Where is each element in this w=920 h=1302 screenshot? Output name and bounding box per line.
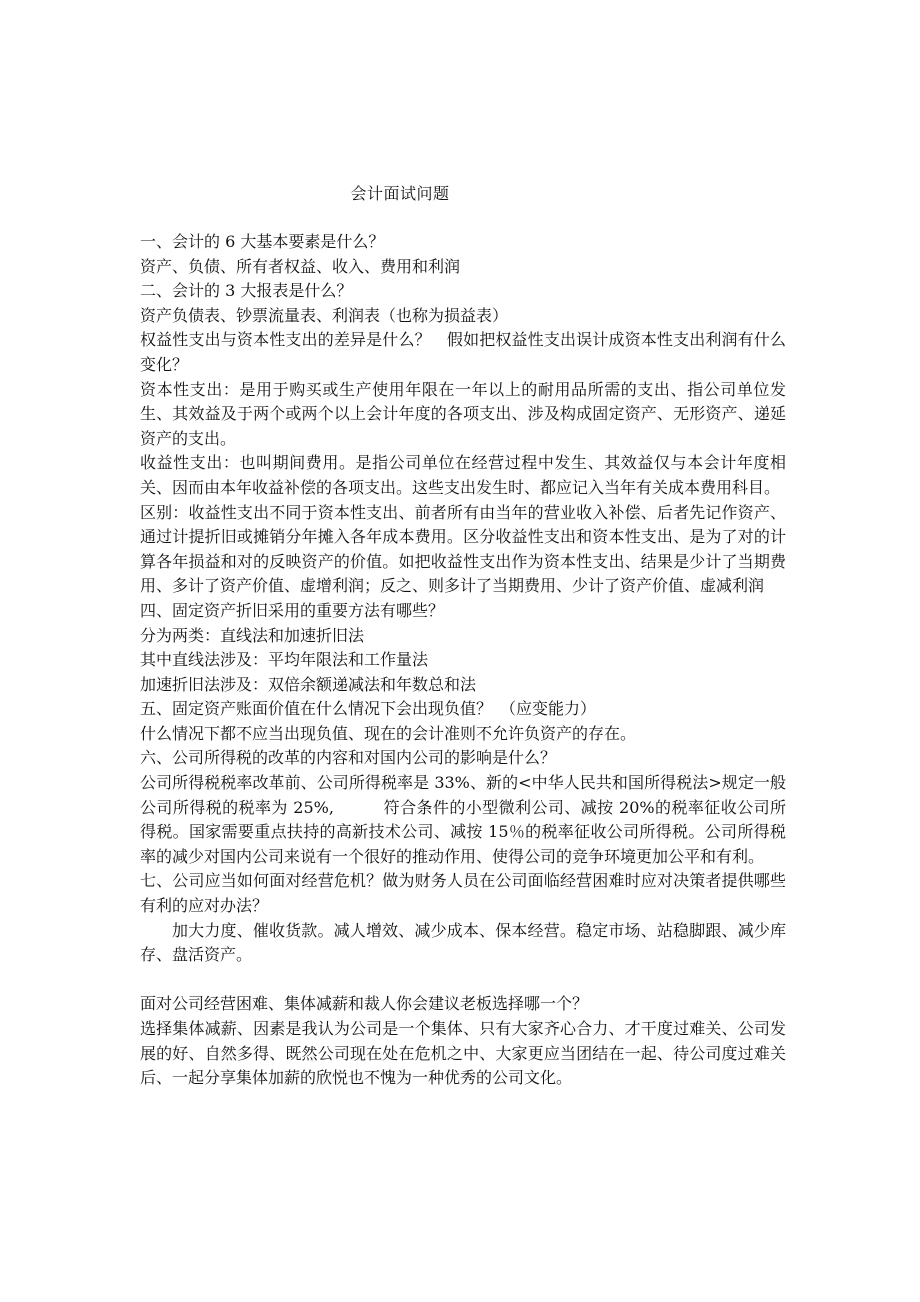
question-4: 四、固定资产折旧采用的重要方法有哪些？ — [140, 600, 445, 620]
answer-5: 什么情况下都不应当出现负值、现在的会计准则不允许负资产的存在。 — [140, 723, 637, 743]
question-2: 二、会计的 3 大报表是什么？ — [140, 281, 353, 301]
question-7: 七、公司应当如何面对经营危机？做为财务人员在公司面临经营困难时应对决策者提供哪些有利的应对办法？ — [140, 871, 786, 916]
answer-2: 资产负债表、钞票流量表、利润表（也称为损益表） — [140, 305, 509, 325]
answer-3-revenue: 收益性支出：也叫期间费用。是指公司单位在经营过程中发生、其效益仅与本会计年度相关、因而由本年收益补偿的各项支出。这些支出发生时、都应记入当年有关成本费用科目。 — [140, 453, 786, 497]
answer-4-types: 分为两类：直线法和加速折旧法 — [140, 625, 365, 645]
question-3: 权益性支出与资本性支出的差异是什么？ 假如把权益性支出误计成资本性支出利润有什么变化？ — [140, 330, 786, 374]
answer-4-straight-line: 其中直线法涉及：平均年限法和工作量法 — [140, 650, 429, 670]
document-body — [140, 230, 786, 1091]
page-title: 会计面试问题 — [350, 184, 450, 203]
answer-3-capital: 资本性支出：是用于购买或生产使用年限在一年以上的耐用品所需的支出、指公司单位发生、其效益及于两个或两个以上会计年度的各项支出、涉及构成固定资产、无形资产、递延资产的支出。 — [140, 379, 786, 448]
answer-3-difference: 区别：收益性支出不同于资本性支出、前者所有由当年的营业收入补偿、后者先记作资产、通过计提折旧或摊销分年摊入各年成本费用。区分收益性支出和资本性支出、是为了对的计算各年损益和对的反映资产的价值。如把收益性支出作为资本性支出、结果是少计了当期费用、多计了资产价值、虚增利润；反之、则多计了当期费用、少计了资产价值、虚减利润 — [140, 502, 786, 596]
answer-8: 选择集体减薪、因素是我认为公司是一个集体、只有大家齐心合力、才干度过难关、公司发展的好、自然多得、既然公司现在处在危机之中、大家更应当团结在一起、待公司度过难关后、一起分享集体加薪的欣悦也不愧为一种优秀的公司文化。 — [140, 1019, 786, 1088]
answer-4-accelerated: 加速折旧法涉及：双倍余额递减法和年数总和法 — [140, 674, 477, 694]
question-8: 面对公司经营困难、集体减薪和裁人你会建议老板选择哪一个？ — [140, 994, 589, 1014]
answer-1: 资产、负债、所有者权益、收入、费用和利润 — [140, 256, 461, 276]
answer-6: 公司所得税税率改革前、公司所得税率是 33%、新的<中华人民共和国所得税法>规定一般公司所得税的税率为 25%, 符合条件的小型微利公司、减按 20%的税率征收公司所得税。国家需要重点扶持的高新技术公司、减按 15％的税率征收公司所得税。公司所得税率的减少对国内公司来说有一个很好的推动作用、使得公司的竞争环境更加公平和有利。 — [140, 773, 786, 866]
question-1: 一、会计的 6 大基本要素是什么？ — [140, 232, 385, 251]
question-6: 六、公司所得税的改革的内容和对国内公司的影响是什么？ — [140, 748, 557, 768]
answer-7: 加大力度、催收货款。减人增效、减少成本、保本经营。稳定市场、站稳脚跟、减少库存、盘活资产。 — [140, 920, 786, 965]
blank-line — [140, 968, 786, 993]
question-5: 五、固定资产账面价值在什么情况下会出现负值？ （应变能力） — [140, 699, 597, 719]
